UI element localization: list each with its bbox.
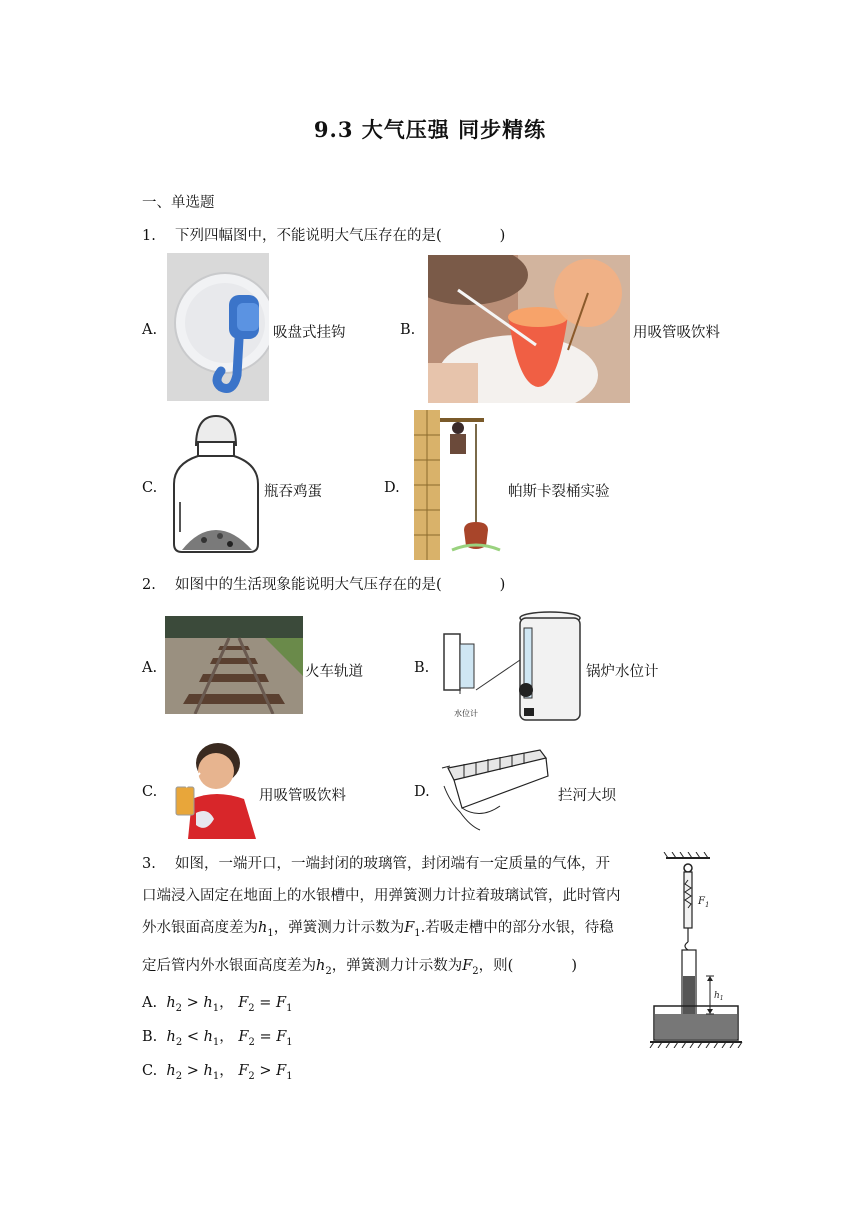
q3-option-b[interactable]: B. $h_2 < h_1$， $F_2 = F_1$	[142, 1029, 293, 1048]
section-heading: 一、单选题	[142, 195, 215, 211]
math-f: F	[238, 1029, 249, 1045]
q3-text-3a: 外水银面高度差为	[142, 920, 258, 936]
math-sub: 2	[248, 1036, 255, 1048]
math-f: F	[404, 920, 415, 936]
math-sub: 2	[175, 1036, 183, 1048]
math-sub: 1	[212, 1002, 220, 1014]
relation: =	[259, 1029, 272, 1045]
math-sub: 1	[267, 927, 274, 939]
math-h: h	[203, 1029, 213, 1045]
math-sub: 2	[248, 1070, 255, 1082]
math-h: h	[166, 1029, 176, 1045]
relation: <	[186, 1029, 199, 1045]
math-sub: 1	[212, 1036, 220, 1048]
q2-option-d-caption: 拦河大坝	[558, 788, 616, 804]
q3-option-c[interactable]: C. $h_2 > h_1$， $F_2 > F_1$	[142, 1063, 293, 1082]
math-sub: 2	[175, 1070, 183, 1082]
q1-option-c-caption: 瓶吞鸡蛋	[264, 484, 322, 500]
math-sub: 2	[472, 965, 479, 977]
math-sub: 1	[286, 1002, 293, 1014]
math-sub: 1	[414, 927, 421, 939]
figure-force-label: F	[698, 896, 705, 907]
relation: >	[186, 995, 199, 1011]
pascal-barrel-image	[414, 410, 506, 560]
math-h: h	[203, 1063, 213, 1079]
water-gauge-label: 水位计	[454, 709, 478, 718]
option-letter: C.	[142, 1063, 158, 1079]
figure-height-label: h	[714, 991, 720, 1001]
dam-image	[440, 746, 552, 832]
figure-height-sub: 1	[719, 995, 724, 1002]
math-sub: 2	[175, 1002, 183, 1014]
q1-option-b-letter[interactable]: B.	[400, 322, 416, 338]
q1-option-d-caption: 帕斯卡裂桶实验	[508, 484, 610, 500]
q2-option-b-letter[interactable]: B.	[414, 660, 430, 676]
q2-option-a-letter[interactable]: A.	[142, 660, 158, 676]
page-title: 9.3 大气压强 同步精练	[313, 117, 547, 142]
math-sub: 2	[248, 1002, 255, 1014]
math-sub: 1	[286, 1036, 293, 1048]
railway-track-image	[165, 616, 303, 714]
math-f: F	[276, 1029, 287, 1045]
q1-option-c-letter[interactable]: C.	[142, 480, 158, 496]
option-letter: A.	[142, 995, 158, 1011]
bottle-egg-image	[168, 412, 264, 554]
q1-option-d-letter[interactable]: D.	[384, 480, 400, 496]
spring-scale-tube-figure	[646, 852, 746, 1048]
math-h: h	[258, 920, 268, 936]
q2-option-d-letter[interactable]: D.	[414, 784, 430, 800]
math-sub: 1	[286, 1070, 293, 1082]
relation: >	[259, 1063, 272, 1079]
math-f: F	[276, 1063, 287, 1079]
q3-text-3c: .若吸走槽中的部分水银，待稳	[420, 920, 614, 936]
q2-option-a-caption: 火车轨道	[305, 664, 363, 680]
math-sub: 1	[212, 1070, 220, 1082]
q3-stem-line1: 3. 如图，一端开口，一端封闭的玻璃管，封闭端有一定质量的气体，开	[142, 856, 610, 872]
q3-stem-line3	[142, 912, 642, 950]
q1-option-a-caption: 吸盘式挂钩	[273, 325, 346, 341]
q3-text-4a: 定后管内外水银面高度差为	[142, 957, 316, 974]
q1-option-b-caption: 用吸管吸饮料	[633, 325, 720, 341]
math-h: h	[166, 995, 176, 1011]
math-h: h	[316, 957, 326, 974]
straw-drink-image	[428, 255, 630, 403]
q3-text-4b: ，弹簧测力计示数为	[331, 957, 463, 974]
q2-option-b-caption: 锅炉水位计	[586, 664, 659, 680]
math-f: F	[238, 1063, 249, 1079]
relation: =	[259, 995, 272, 1011]
suction-hook-image	[167, 253, 269, 401]
q3-stem	[142, 848, 642, 988]
figure-force-sub: 1	[704, 901, 710, 909]
q1-stem: 1. 下列四幅图中，不能说明大气压存在的是( )	[142, 228, 506, 244]
option-letter: B.	[142, 1029, 158, 1045]
q2-option-c-letter[interactable]: C.	[142, 784, 158, 800]
math-h: h	[166, 1063, 176, 1079]
math-f: F	[462, 957, 473, 974]
q2-option-c-caption: 用吸管吸饮料	[259, 788, 346, 804]
q3-stem-line4	[142, 950, 642, 988]
q1-option-a-letter[interactable]: A.	[142, 322, 158, 338]
math-h: h	[203, 995, 213, 1011]
relation: >	[186, 1063, 199, 1079]
child-straw-image	[166, 741, 256, 839]
q3-text-4c: ，则( )	[478, 957, 577, 974]
math-sub: 2	[325, 965, 332, 977]
math-f: F	[276, 995, 287, 1011]
q3-stem-line2: 口端浸入固定在地面上的水银槽中，用弹簧测力计拉着玻璃试管，此时管内	[142, 888, 621, 904]
boiler-gauge-image	[440, 604, 584, 728]
q3-text-3b: ，弹簧测力计示数为	[273, 920, 405, 936]
math-f: F	[238, 995, 249, 1011]
q3-option-a[interactable]: A. $h_2 > h_1$， $F_2 = F_1$	[142, 995, 293, 1014]
q2-stem: 2. 如图中的生活现象能说明大气压存在的是( )	[142, 577, 506, 593]
